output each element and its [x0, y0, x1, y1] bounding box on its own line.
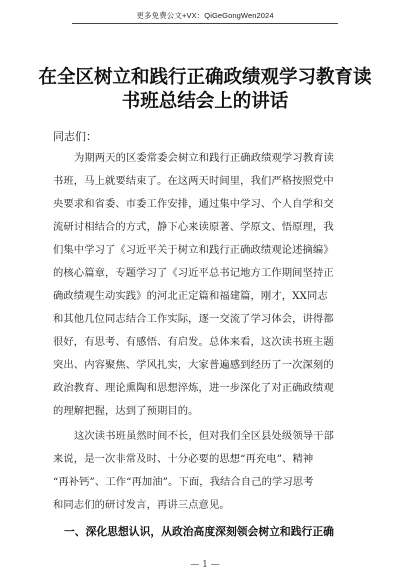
paragraph-line: 突出、内容聚焦、学风扎实，大家普遍感到经历了一次深刻的	[53, 359, 334, 371]
paragraph-line: 们集中学习了《习近平关于树立和践行正确政绩观论述摘编》	[53, 244, 334, 256]
paragraph-line: 和同志们的研讨发言，再讲三点意见。	[53, 499, 230, 511]
paragraph-line: 的理解把握，达到了预期目的。	[53, 405, 199, 417]
paragraph-line: 来说，是一次非常及时、十分必要的思想“再充电”、精神	[53, 453, 314, 465]
title-line: 书班总结会上的讲话	[121, 91, 289, 112]
paragraph-line: 央要求和省委、市委工作安排，通过集中学习、个人自学和交	[53, 198, 334, 210]
section-heading: 一、深化思想认识，从政治高度深刻领会树立和践行正确	[64, 525, 334, 538]
header-divider	[72, 23, 338, 24]
paragraph-line: 和其他几位同志结合工作实际，逐一交流了学习体会，讲得都	[53, 313, 334, 325]
paragraph-line: “再补钙”、工作“再加油”。下面，我结合自己的学习思考	[53, 476, 314, 488]
paragraph-line: 确政绩观生动实践》的河北正定篇和福建篇，刚才，XX同志	[53, 290, 328, 302]
header-note: 更多免费公文+VX：QiGeGongWen2024	[136, 11, 274, 20]
paragraph-line: 的核心篇章，专题学习了《习近平总书记地方工作期间坚持正	[53, 267, 334, 279]
title-line: 在全区树立和践行正确政绩观学习教育读	[38, 67, 372, 88]
document-title	[30, 66, 380, 114]
salutation: 同志们：	[53, 130, 97, 143]
paragraph-line: 政治教育、理论熏陶和思想淬炼，进一步深化了对正确政绩观	[53, 382, 334, 394]
page-number: — 1 —	[190, 560, 220, 570]
paragraph-line: 为期两天的区委常委会树立和践行正确政绩观学习教育读	[74, 152, 334, 164]
paragraph-line: 这次读书班虽然时间不长，但对我们全区县处级领导干部	[74, 430, 334, 442]
paragraph-line: 很好，有思考、有感悟、有启发。总体来看，这次读书班主题	[53, 336, 334, 348]
paragraph-line: 流研讨相结合的方式，静下心来读原著、学原文、悟原理，我	[53, 221, 334, 233]
paragraph-line: 书班，马上就要结束了。在这两天时间里，我们严格按照党中	[53, 175, 334, 187]
